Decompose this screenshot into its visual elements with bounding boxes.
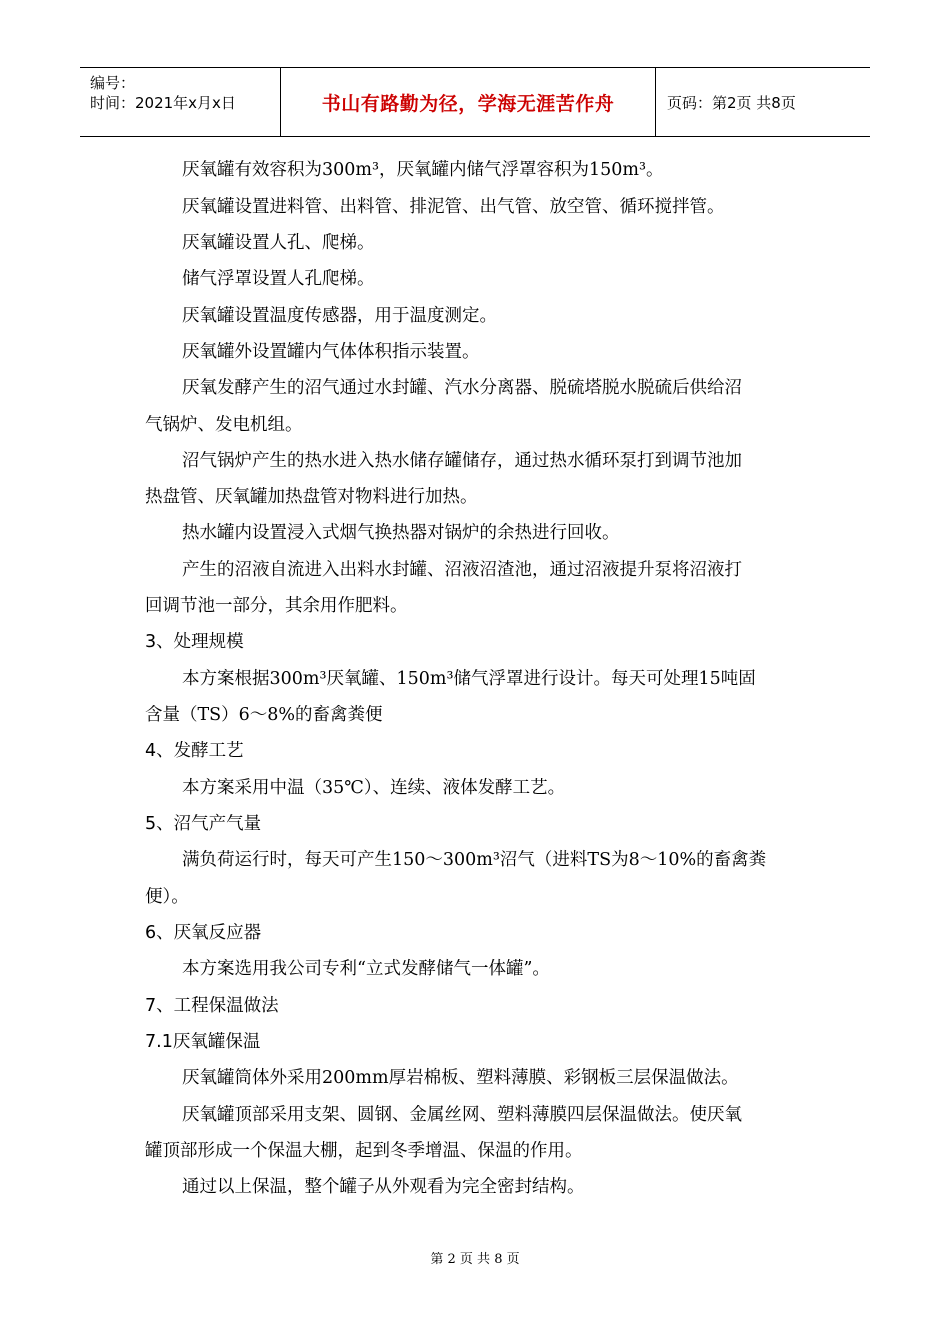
body-line: 通过以上保温，整个罐子从外观看为完全密封结构。: [182, 1177, 585, 1197]
body-line: 厌氧罐设置进料管、出料管、排泥管、出气管、放空管、循环搅拌管。: [182, 197, 725, 217]
page-footer: 第 2 页 共 8 页: [430, 1252, 520, 1267]
header-left-cell: [80, 68, 280, 136]
header-page-cell: [655, 68, 870, 136]
section-heading: 3、处理规模: [145, 632, 244, 652]
body-line: 厌氧罐顶部采用支架、圆钢、金属丝网、塑料薄膜四层保温做法。使厌氧: [182, 1105, 742, 1125]
body-line: 产生的沼液自流进入出料水封罐、沼液沼渣池，通过沼液提升泵将沼液打: [182, 560, 742, 580]
section-heading: 6、厌氧反应器: [145, 923, 262, 943]
body-line: 便）。: [145, 887, 189, 907]
body-line: 本方案选用我公司专利“立式发酵储气一体罐”。: [182, 959, 550, 979]
body-line: 含量（TS）6～8%的畜禽粪便: [145, 705, 383, 725]
body-line: 热盘管、厌氧罐加热盘管对物料进行加热。: [145, 487, 478, 507]
body-line: 沼气锅炉产生的热水进入热水储存罐储存，通过热水循环泵打到调节池加: [182, 451, 742, 471]
body-line: 本方案采用中温（35℃）、连续、液体发酵工艺。: [182, 778, 566, 798]
body-line: 厌氧罐设置温度传感器，用于温度测定。: [182, 306, 497, 326]
header-motto-cell: [280, 68, 656, 136]
body-line: 厌氧发酵产生的沼气通过水封罐、汽水分离器、脱硫塔脱水脱硫后供给沼: [182, 378, 742, 398]
body-line: 厌氧罐有效容积为300m³，厌氧罐内储气浮罩容积为150m³。: [182, 160, 664, 180]
body-line: 满负荷运行时，每天可产生150～300m³沼气（进料TS为8～10%的畜禽粪: [182, 850, 767, 870]
body-line: 厌氧罐设置人孔、爬梯。: [182, 233, 375, 253]
body-line: 储气浮罩设置人孔爬梯。: [182, 269, 375, 289]
body-line: 厌氧罐筒体外采用200mm厚岩棉板、塑料薄膜、彩钢板三层保温做法。: [182, 1068, 739, 1088]
section-heading: 7、工程保温做法: [145, 996, 279, 1016]
page-header: [80, 67, 870, 137]
section-heading: 4、发酵工艺: [145, 741, 244, 761]
header-page-reference: 页码：第2页 共8页: [667, 93, 796, 112]
body-line: 本方案根据300m³厌氧罐、150m³储气浮罩进行设计。每天可处理15吨固: [182, 669, 756, 689]
header-motto: 书山有路勤为径，学海无涯苦作舟: [321, 92, 615, 115]
document-date-label: 时间：2021年x月x日: [90, 94, 236, 112]
body-line: 热水罐内设置浸入式烟气换热器对锅炉的余热进行回收。: [182, 523, 620, 543]
document-number-label: 编号：: [90, 74, 136, 92]
body-line: 回调节池一部分，其余用作肥料。: [145, 596, 408, 616]
body-line: 厌氧罐外设置罐内气体体积指示装置。: [182, 342, 480, 362]
body-line: 罐顶部形成一个保温大棚，起到冬季增温、保温的作用。: [145, 1141, 583, 1161]
body-line: 气锅炉、发电机组。: [145, 415, 303, 435]
section-heading: 5、沼气产气量: [145, 814, 262, 834]
subsection-heading: 7.1厌氧罐保温: [145, 1032, 261, 1052]
